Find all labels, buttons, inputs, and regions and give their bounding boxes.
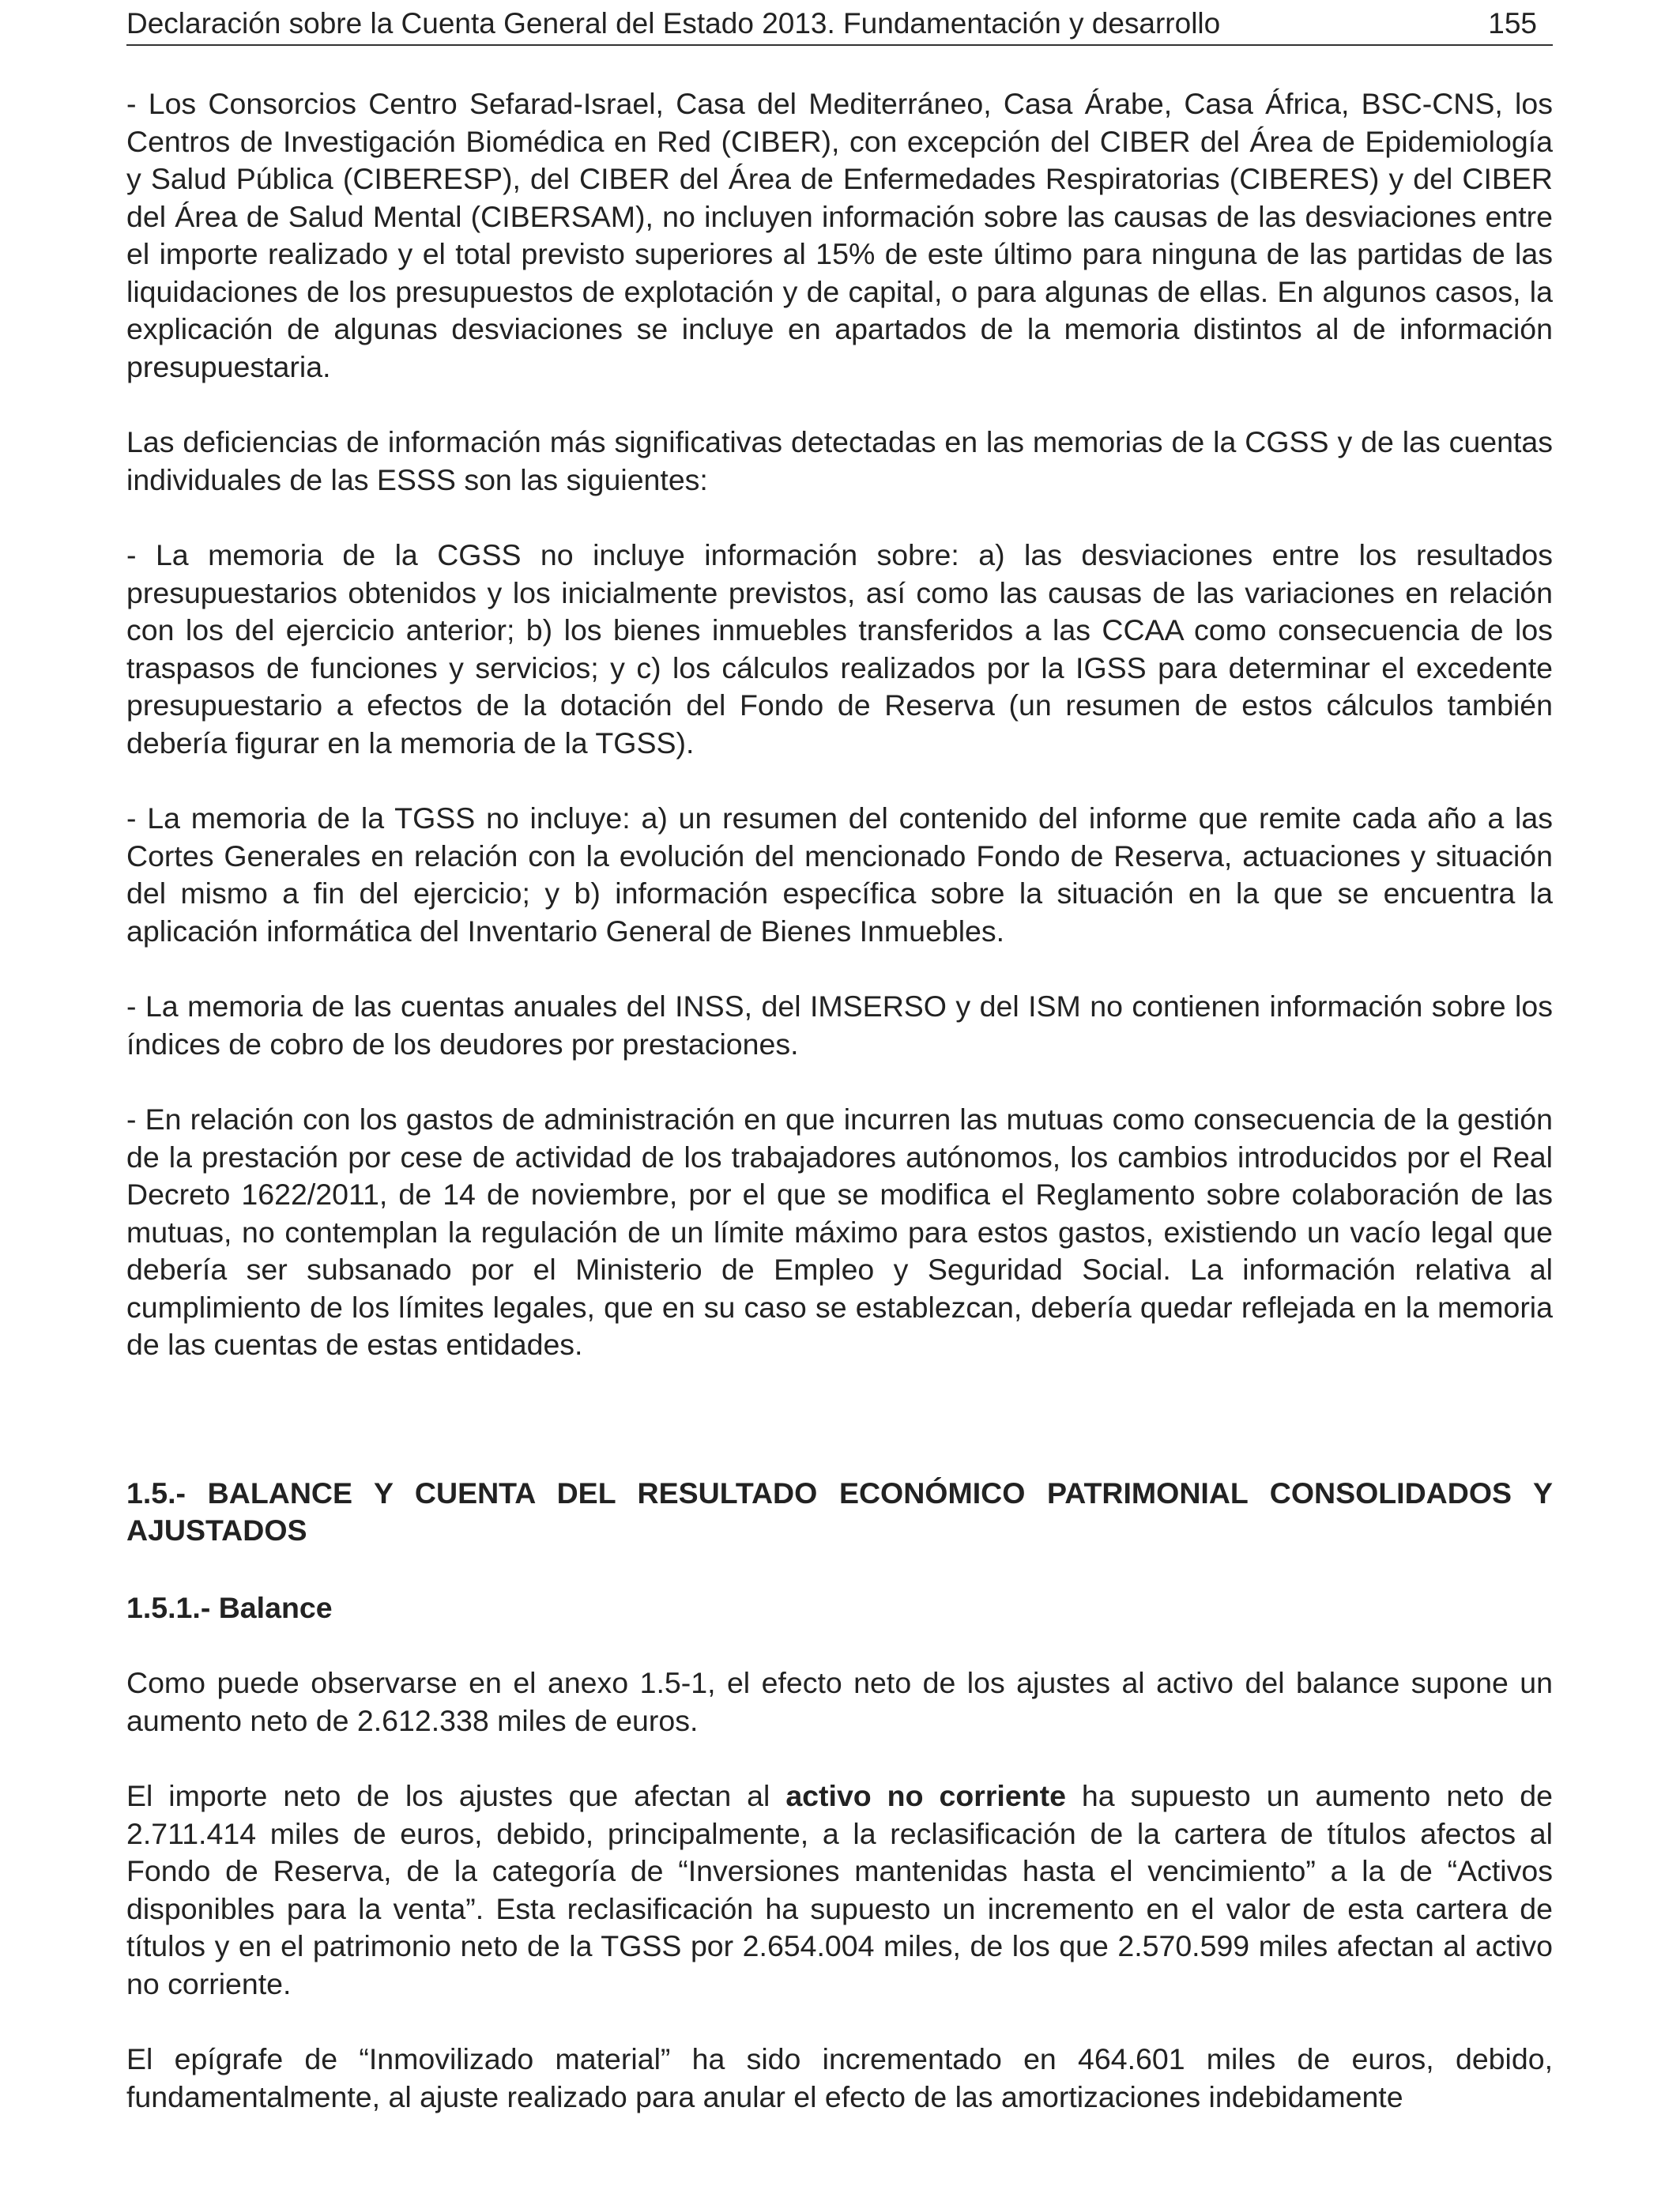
paragraph-activo-no-corriente [126, 1777, 1553, 2003]
paragraph-memoria-tgss: - La memoria de la TGSS no incluye: a) un resumen del contenido del informe que remite cada año a las Cortes Generales en relación con la evolución del mencionado Fondo de Reserva, actuaciones y situación del mismo a fin del ejercicio; y b) información específica sobre la situación en la que se encuentra la aplicación informática del Inventario General de Bienes Inmuebles. [126, 801, 1553, 948]
page-number: 155 [1488, 7, 1537, 40]
paragraph-deficiencias: Las deficiencias de información más significativas detectadas en las memorias de la CGSS y de las cuentas individuales de las ESSS son las siguientes: [126, 425, 1553, 496]
paragraph-memoria-inss: - La memoria de las cuentas anuales del INSS, del IMSERSO y del ISM no contienen información sobre los índices de cobro de los deudores por prestaciones. [126, 990, 1553, 1061]
document-page [126, 0, 1553, 2194]
running-header [126, 0, 1553, 46]
paragraph-memoria-cgss: - La memoria de la CGSS no incluye información sobre: a) las desviaciones entre los resultados presupuestarios obtenidos y los inicialmente previstos, así como las causas de las variaciones en relación con los del ejercicio anterior; b) los bienes inmuebles transferidos a las CCAA como consecuencia de los traspasos de funciones y servicios; y c) los cálculos realizados por la IGSS para determinar el excedente presupuestario a efectos de la dotación del Fondo de Reserva (un resumen de estos cálculos también debería figurar en la memoria de la TGSS). [126, 538, 1553, 760]
text-run: El importe neto de los ajustes que afectan al [126, 1779, 786, 1812]
subsection-heading: 1.5.1.- Balance [126, 1590, 333, 1624]
paragraph-mutuas: - En relación con los gastos de administración en que incurren las mutuas como consecuencia de la gestión de la prestación por cese de actividad de los trabajadores autónomos, los cambios introducidos por el Real Decreto 1622/2011, de 14 de noviembre, por el que se modifica el Reglamento sobre colaboración de las mutuas, no contemplan la regulación de un límite máximo para estos gastos, existiendo un vacío legal que debería ser subsanado por el Ministerio de Empleo y Seguridad Social. La información relativa al cumplimiento de los límites legales, que en su caso se establezcan, debería quedar reflejada en la memoria de las cuentas de estas entidades. [126, 1103, 1553, 1361]
text-run: ha supuesto un aumento neto de 2.711.414 miles de euros, debido, principalmente, a la reclasificación de la cartera de títulos afectos al Fondo de Reserva, de la categoría de “Inversiones mantenidas hasta el vencimiento” a la de “Activos disponibles para la venta”. Esta reclasificación ha supuesto un incremento en el valor de esta cartera de títulos y en el patrimonio neto de la TGSS por 2.654.004 miles, de los que 2.570.599 miles afectan al activo no corriente. [126, 1779, 1554, 2000]
header-title: Declaración sobre la Cuenta General del Estado 2013. Fundamentación y desarrollo [126, 7, 1221, 40]
paragraph-anexo: Como puede observarse en el anexo 1.5-1, el efecto neto de los ajustes al activo del balance supone un aumento neto de 2.612.338 miles de euros. [126, 1666, 1553, 1737]
paragraph-consorcios: - Los Consorcios Centro Sefarad-Israel, Casa del Mediterráneo, Casa Árabe, Casa África, BSC-CNS, los Centros de Investigación Biomédica en Red (CIBER), con excepción del CIBER del Área de Epidemiología y Salud Pública (CIBERESP), del CIBER del Área de Enfermedades Respiratorias (CIBERES) y del CIBER del Área de Salud Mental (CIBERSAM), no incluyen información sobre las causas de las desviaciones entre el importe realizado y el total previsto superiores al 15% de este último para ninguna de las partidas de las liquidaciones de los presupuestos de explotación y de capital, o para algunas de ellas. En algunos casos, la explicación de algunas desviaciones se incluye en apartados de la memoria distintos al de información presupuestaria. [126, 87, 1553, 383]
paragraph-inmovilizado: El epígrafe de “Inmovilizado material” ha sido incrementado en 464.601 miles de euros, debido, fundamentalmente, al ajuste realizado para anular el efecto de las amortizaciones indebidamente [126, 2042, 1553, 2113]
section-heading: 1.5.- BALANCE Y CUENTA DEL RESULTADO ECONÓMICO PATRIMONIAL CONSOLIDADOS Y AJUSTADOS [126, 1476, 1553, 1547]
emphasis-activo-no-corriente: activo no corriente [785, 1779, 1066, 1812]
document-body [126, 85, 1553, 2116]
